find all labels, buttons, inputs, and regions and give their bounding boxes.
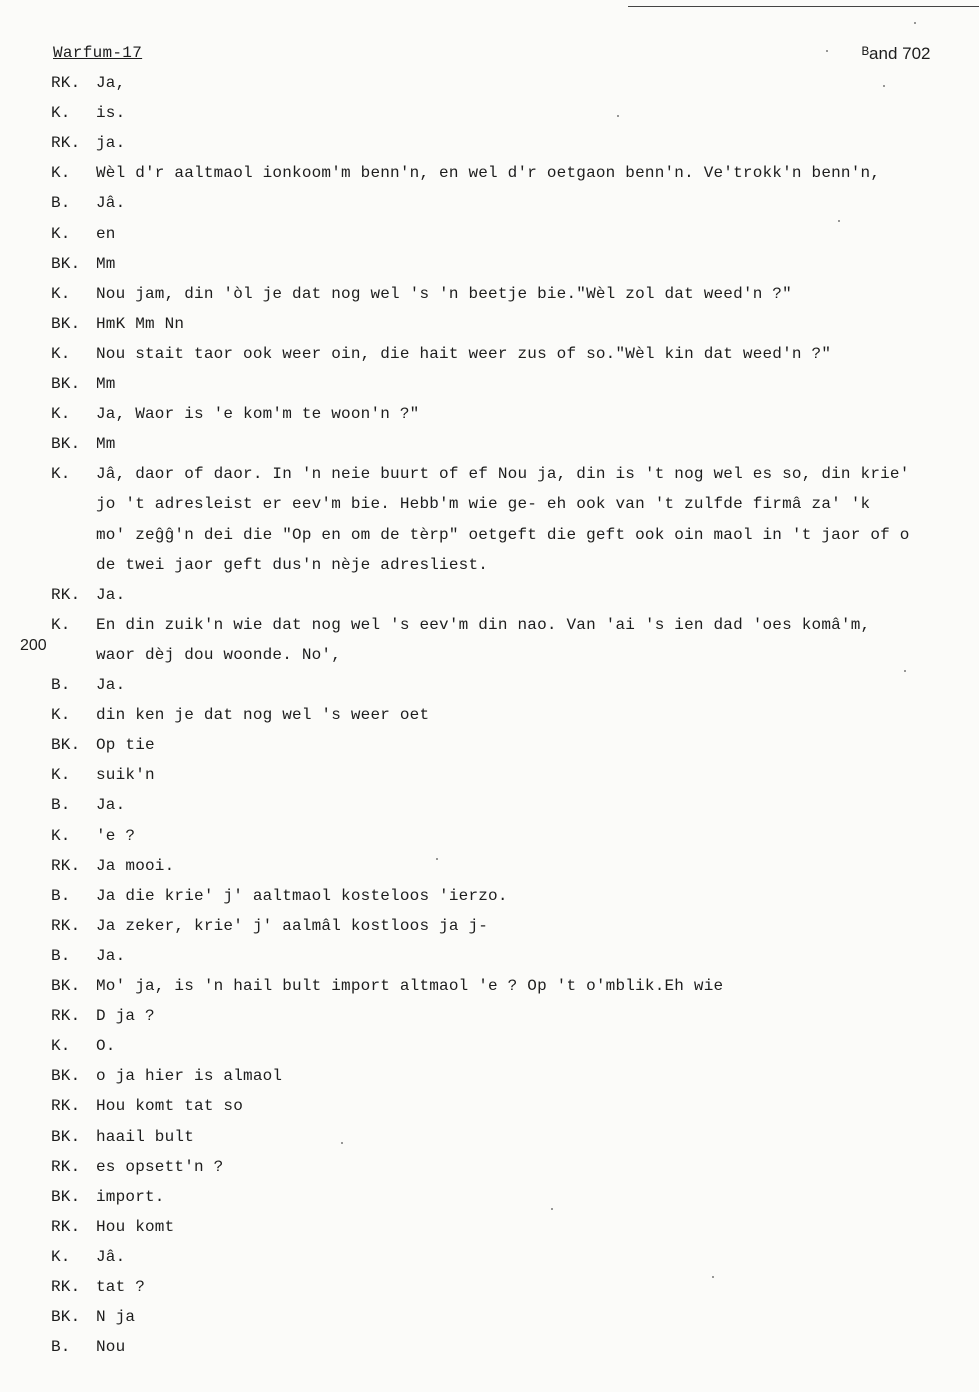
speck bbox=[826, 50, 828, 52]
utterance-text: Jâ. bbox=[96, 194, 126, 213]
utterance-text: Mo' ja, is 'n hail bult import altmaol 'e ? Op 't o'mblik.Eh wie bbox=[96, 977, 724, 995]
transcript-line bbox=[0, 1248, 979, 1270]
utterance-text: Ja. bbox=[96, 585, 126, 604]
speaker-label: RK. bbox=[51, 585, 81, 604]
speaker-label: BK. bbox=[51, 314, 81, 333]
utterance-text: Ja. bbox=[96, 676, 126, 694]
transcript-line bbox=[0, 1128, 979, 1150]
speaker-label: RK. bbox=[51, 1157, 81, 1176]
utterance-text: Jâ. bbox=[96, 1247, 126, 1266]
document-title: Warfum-17 bbox=[53, 44, 143, 62]
transcript-line bbox=[0, 375, 979, 397]
utterance-text: D ja ? bbox=[96, 1007, 155, 1026]
speck bbox=[914, 22, 916, 24]
transcript-line bbox=[0, 164, 979, 186]
speaker-label: K. bbox=[51, 164, 71, 183]
speaker-label: K. bbox=[51, 615, 71, 634]
speaker-label: B. bbox=[51, 946, 71, 965]
utterance-text: En din zuik'n wie dat nog wel 's eev'm din nao. Van 'ai 's ien dad 'oes komâ'm, bbox=[96, 615, 871, 634]
transcript-line bbox=[0, 1158, 979, 1180]
transcript-line bbox=[0, 887, 979, 909]
speaker-label: RK. bbox=[51, 916, 81, 935]
utterance-text: 'e ? bbox=[96, 826, 136, 845]
utterance-text: Hou komt tat so bbox=[96, 1097, 244, 1116]
transcript-line bbox=[0, 736, 979, 758]
top-rule bbox=[628, 6, 979, 7]
transcript-line bbox=[0, 1308, 979, 1330]
transcript-line bbox=[0, 255, 979, 277]
utterance-text: Nou jam, din 'òl je dat nog wel 's 'n beetje bie."Wèl zol dat weed'n ?" bbox=[96, 284, 792, 303]
speaker-label: RK. bbox=[51, 1217, 81, 1236]
speaker-label: K. bbox=[51, 766, 71, 785]
transcript-line bbox=[0, 646, 979, 668]
utterance-text: o ja hier is almaol bbox=[96, 1067, 283, 1086]
utterance-text: Op tie bbox=[96, 736, 155, 755]
utterance-text: Ja die krie' j' aaltmaol kosteloos 'ierzo. bbox=[96, 886, 508, 905]
band-label: ᴮand 702 bbox=[862, 44, 931, 63]
speaker-label: BK. bbox=[51, 375, 81, 393]
speaker-label: K. bbox=[51, 224, 71, 243]
transcript-line bbox=[0, 1037, 979, 1059]
transcript-line bbox=[0, 74, 979, 96]
transcript-line bbox=[0, 857, 979, 879]
speck bbox=[436, 858, 438, 860]
speaker-label: B. bbox=[51, 194, 71, 213]
utterance-text: Nou stait taor ook weer oin, die hait weer zus of so."Wèl kin dat weed'n ?" bbox=[96, 344, 832, 363]
speaker-label: K. bbox=[51, 465, 71, 484]
speaker-label: B. bbox=[51, 886, 71, 905]
utterance-text: es opsett'n ? bbox=[96, 1157, 224, 1176]
transcript-line bbox=[0, 345, 979, 367]
utterance-text: Wèl d'r aaltmaol ionkoom'm benn'n, en wel d'r oetgaon benn'n. Ve'trokk'n benn'n, bbox=[96, 164, 881, 183]
speck bbox=[551, 1208, 553, 1210]
transcript-line bbox=[0, 526, 979, 548]
transcript-line bbox=[0, 435, 979, 457]
speck bbox=[712, 1276, 714, 1278]
speaker-label: RK. bbox=[51, 134, 81, 153]
transcript-line bbox=[0, 1338, 979, 1360]
utterance-text: Ja. bbox=[96, 796, 126, 815]
utterance-text: tat ? bbox=[96, 1278, 146, 1296]
speck bbox=[838, 220, 840, 222]
transcript-line bbox=[0, 495, 979, 517]
transcript-line bbox=[0, 1007, 979, 1029]
utterance-text: Mm bbox=[96, 435, 116, 454]
speaker-label: BK. bbox=[51, 1127, 81, 1146]
utterance-text: Ja mooi. bbox=[96, 856, 175, 875]
speaker-label: RK. bbox=[51, 1007, 81, 1026]
utterance-text: haail bult bbox=[96, 1127, 195, 1146]
utterance-continuation: waor dèj dou woonde. No', bbox=[96, 645, 342, 664]
transcript-line bbox=[0, 977, 979, 999]
utterance-text: Ja zeker, krie' j' aalmâl kostloos ja j- bbox=[96, 916, 489, 935]
transcript-line bbox=[0, 405, 979, 427]
speaker-label: BK. bbox=[51, 1187, 81, 1206]
transcript-line bbox=[0, 134, 979, 156]
speaker-label: B. bbox=[51, 1338, 71, 1357]
speaker-label: BK. bbox=[51, 435, 81, 454]
transcript-line bbox=[0, 1067, 979, 1089]
transcript-line bbox=[0, 556, 979, 578]
utterance-continuation: de twei jaor geft dus'n nèje adresliest. bbox=[96, 555, 489, 574]
transcript-line bbox=[0, 194, 979, 216]
utterance-text: din ken je dat nog wel 's weer oet bbox=[96, 706, 430, 725]
utterance-text: HmK Mm Nn bbox=[96, 314, 185, 333]
transcript-line bbox=[0, 1218, 979, 1240]
utterance-text: O. bbox=[96, 1037, 116, 1056]
utterance-text: en bbox=[96, 224, 116, 243]
speaker-label: RK. bbox=[51, 856, 81, 875]
transcript-line bbox=[0, 1188, 979, 1210]
speaker-label: BK. bbox=[51, 254, 81, 273]
transcript-line bbox=[0, 1097, 979, 1119]
speaker-label: BK. bbox=[51, 736, 81, 755]
utterance-text: suik'n bbox=[96, 766, 155, 785]
speaker-label: B. bbox=[51, 796, 71, 815]
speaker-label: K. bbox=[51, 1247, 71, 1266]
speaker-label: RK. bbox=[51, 1097, 81, 1116]
transcript-line bbox=[0, 706, 979, 728]
speaker-label: K. bbox=[51, 1037, 71, 1056]
utterance-text: import. bbox=[96, 1187, 165, 1206]
transcript-line bbox=[0, 947, 979, 969]
transcript-line bbox=[0, 104, 979, 126]
transcript-line bbox=[0, 315, 979, 337]
utterance-text: Nou bbox=[96, 1338, 126, 1357]
transcript-line bbox=[0, 796, 979, 818]
speaker-label: BK. bbox=[51, 1067, 81, 1086]
speaker-label: K. bbox=[51, 104, 71, 123]
transcript-line bbox=[0, 766, 979, 788]
utterance-text: ja. bbox=[96, 134, 126, 153]
margin-line-number: 200 bbox=[20, 637, 47, 654]
transcript-line bbox=[0, 616, 979, 638]
utterance-text: is. bbox=[96, 104, 126, 123]
utterance-text: N ja bbox=[96, 1308, 136, 1327]
utterance-text: Mm bbox=[96, 375, 116, 393]
speaker-label: BK. bbox=[51, 977, 81, 995]
utterance-continuation: jo 't adresleist er eev'm bie. Hebb'm wie ge- eh ook van 't zulfde firmâ za' 'k bbox=[96, 495, 871, 514]
speck bbox=[617, 115, 619, 117]
transcript-line bbox=[0, 1278, 979, 1300]
speaker-label: K. bbox=[51, 706, 71, 725]
utterance-continuation: mo' zeĝĝ'n dei die "Op en om de tèrp" oetgeft die geft ook oin maol in 't jaor of o bbox=[96, 525, 910, 544]
transcript-line bbox=[0, 917, 979, 939]
transcript-line bbox=[0, 827, 979, 849]
transcript-line bbox=[0, 225, 979, 247]
speaker-label: K. bbox=[51, 405, 71, 424]
transcript-line bbox=[0, 285, 979, 307]
transcript-line bbox=[0, 586, 979, 608]
transcript-line bbox=[0, 465, 979, 487]
transcript-line bbox=[0, 676, 979, 698]
utterance-text: Ja, Waor is 'e kom'm te woon'n ?" bbox=[96, 405, 420, 424]
speck bbox=[904, 670, 906, 672]
speaker-label: B. bbox=[51, 676, 71, 694]
speck bbox=[883, 85, 885, 87]
speaker-label: K. bbox=[51, 344, 71, 363]
speck bbox=[341, 1142, 343, 1144]
speaker-label: RK. bbox=[51, 1278, 81, 1296]
speaker-label: BK. bbox=[51, 1308, 81, 1327]
utterance-text: Ja. bbox=[96, 946, 126, 965]
utterance-text: Ja, bbox=[96, 74, 126, 92]
speaker-label: RK. bbox=[51, 74, 81, 92]
utterance-text: Hou komt bbox=[96, 1217, 175, 1236]
speaker-label: K. bbox=[51, 826, 71, 845]
speaker-label: K. bbox=[51, 284, 71, 303]
utterance-text: Jâ, daor of daor. In 'n neie buurt of ef Nou ja, din is 't nog wel es so, din krie' bbox=[96, 465, 910, 484]
utterance-text: Mm bbox=[96, 254, 116, 273]
